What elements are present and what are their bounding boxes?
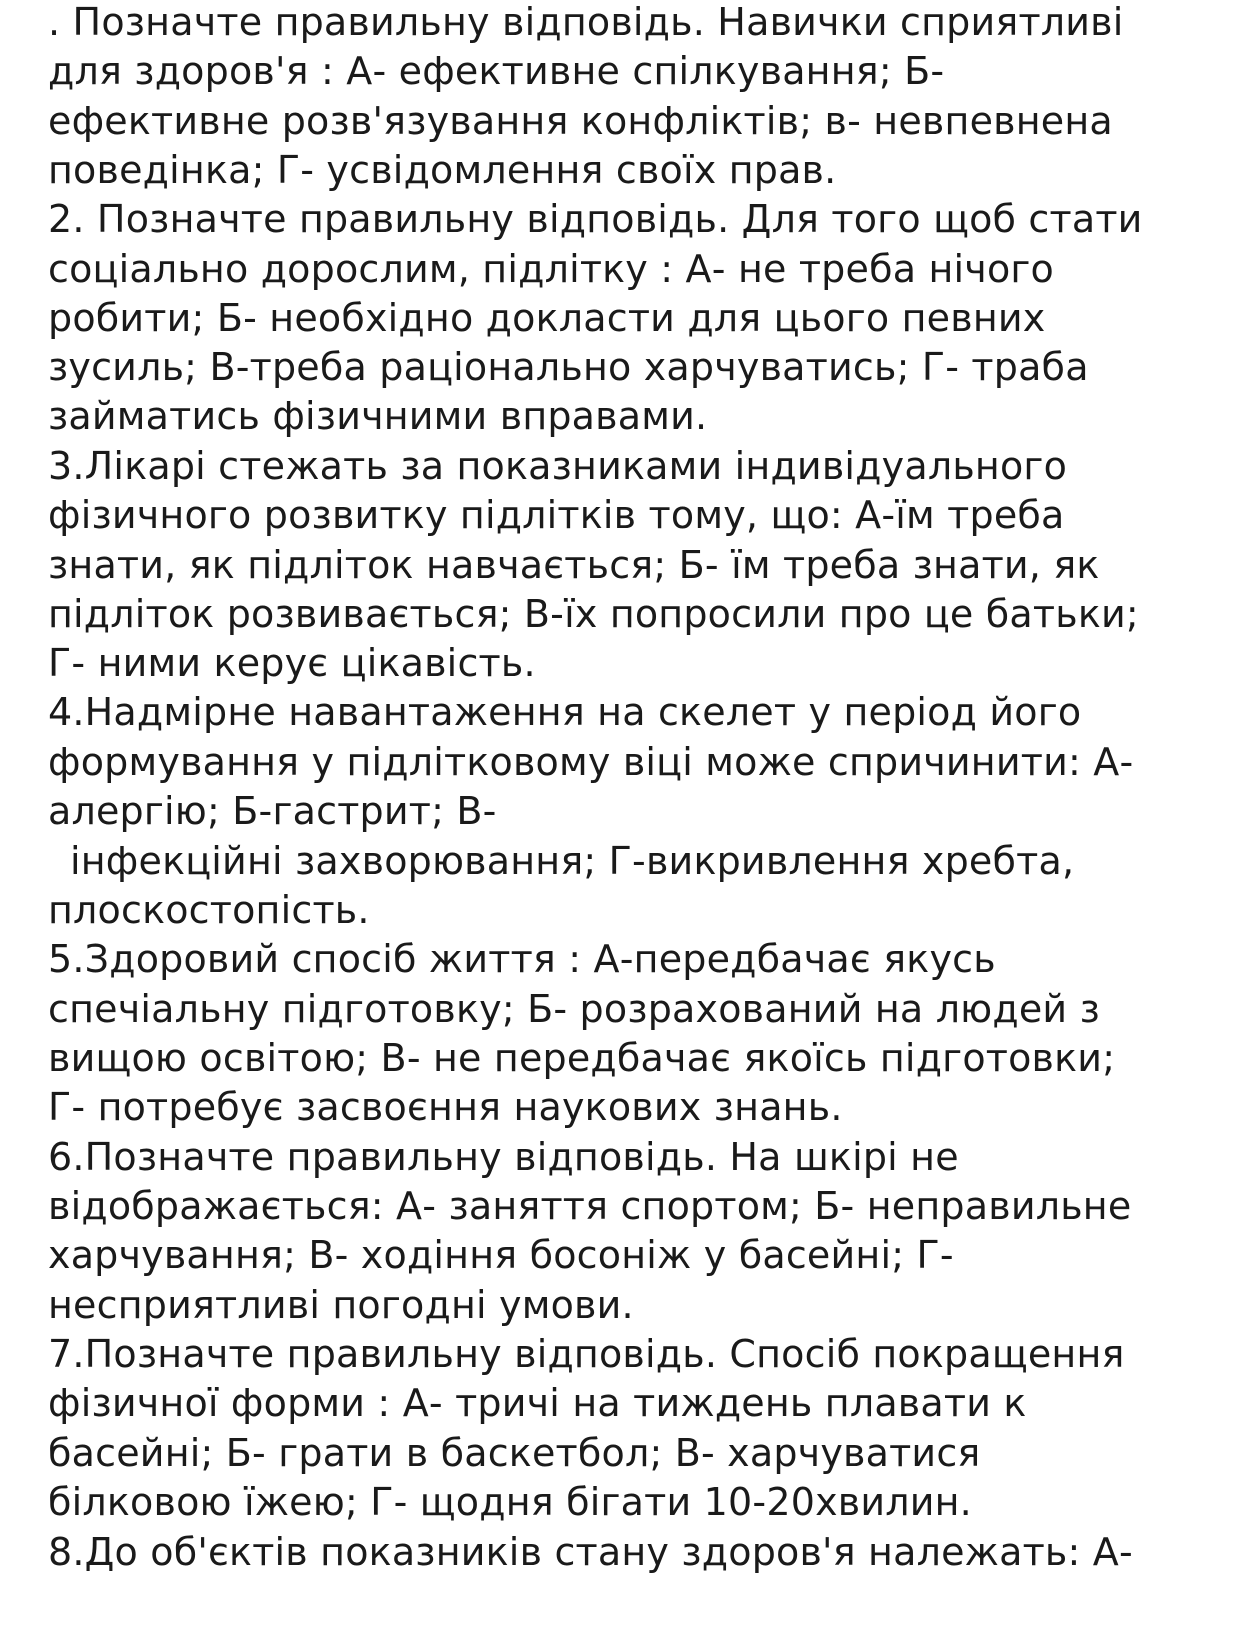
text-line: спечіальну підготовку; Б- розрахований на людей з bbox=[48, 987, 1100, 1031]
text-line: робити; Б- необхідно докласти для цього певних bbox=[48, 296, 1046, 340]
text-line: фізичної форми : А- тричі на тиждень плавати к bbox=[48, 1381, 1027, 1425]
text-line: харчування; В- ходіння босоніж у басейні; Г- bbox=[48, 1233, 954, 1277]
text-line: відображається: А- заняття спортом; Б- неправильне bbox=[48, 1184, 1132, 1228]
text-line: Г- ними керує цікавість. bbox=[48, 641, 536, 685]
text-line: знати, як підліток навчається; Б- їм треба знати, як bbox=[48, 543, 1100, 587]
text-line: білковою їжею; Г- щодня бігати 10-20хвилин. bbox=[48, 1480, 972, 1524]
text-line: басейні; Б- грати в баскетбол; В- харчуватися bbox=[48, 1431, 981, 1475]
text-line: ефективне розв'язування конфліктів; в- невпевнена bbox=[48, 99, 1113, 143]
text-line: Г- потребує засвоєння наукових знань. bbox=[48, 1085, 843, 1129]
text-line: займатись фізичними вправами. bbox=[48, 394, 708, 438]
text-line: 2. Позначте правильну відповідь. Для того щоб стати bbox=[48, 197, 1143, 241]
text-line: формування у підлітковому віці може спричинити: А- bbox=[48, 740, 1134, 784]
text-line: 7.Позначте правильну відповідь. Спосіб покращення bbox=[48, 1332, 1125, 1376]
text-line: . Позначте правильну відповідь. Навички сприятливі bbox=[48, 0, 1124, 44]
text-line: 3.Лікарі стежать за показниками індивідуального bbox=[48, 444, 1068, 488]
text-line: 6.Позначте правильну відповідь. На шкірі не bbox=[48, 1135, 959, 1179]
text-line: плоскостопість. bbox=[48, 888, 370, 932]
text-line: 5.Здоровий спосіб життя : А-передбачає якусь bbox=[48, 937, 996, 981]
text-line: 8.До об'єктів показників стану здоров'я належать: А- bbox=[48, 1530, 1133, 1574]
text-line: підліток розвивається; В-їх попросили про це батьки; bbox=[48, 592, 1139, 636]
text-line: вищою освітою; В- не передбачає якоїсь підготовки; bbox=[48, 1036, 1116, 1080]
text-line: алергію; Б-гастрит; В- bbox=[48, 789, 497, 833]
text-line: зусиль; В-треба раціонально харчуватись; Г- траба bbox=[48, 345, 1089, 389]
text-line: для здоров'я : А- ефективне спілкування; Б- bbox=[48, 49, 945, 93]
text-line: соціально дорослим, підлітку : А- не треба нічого bbox=[48, 247, 1055, 291]
text-line: поведінка; Г- усвідомлення своїх прав. bbox=[48, 148, 837, 192]
text-line: інфекційні захворювання; Г-викривлення хребта, bbox=[70, 839, 1075, 883]
text-line: фізичного розвитку підлітків тому, що: А-їм треба bbox=[48, 493, 1065, 537]
text-line: 4.Надмірне навантаження на скелет у період його bbox=[48, 690, 1082, 734]
text-line: несприятливі погодні умови. bbox=[48, 1283, 634, 1327]
